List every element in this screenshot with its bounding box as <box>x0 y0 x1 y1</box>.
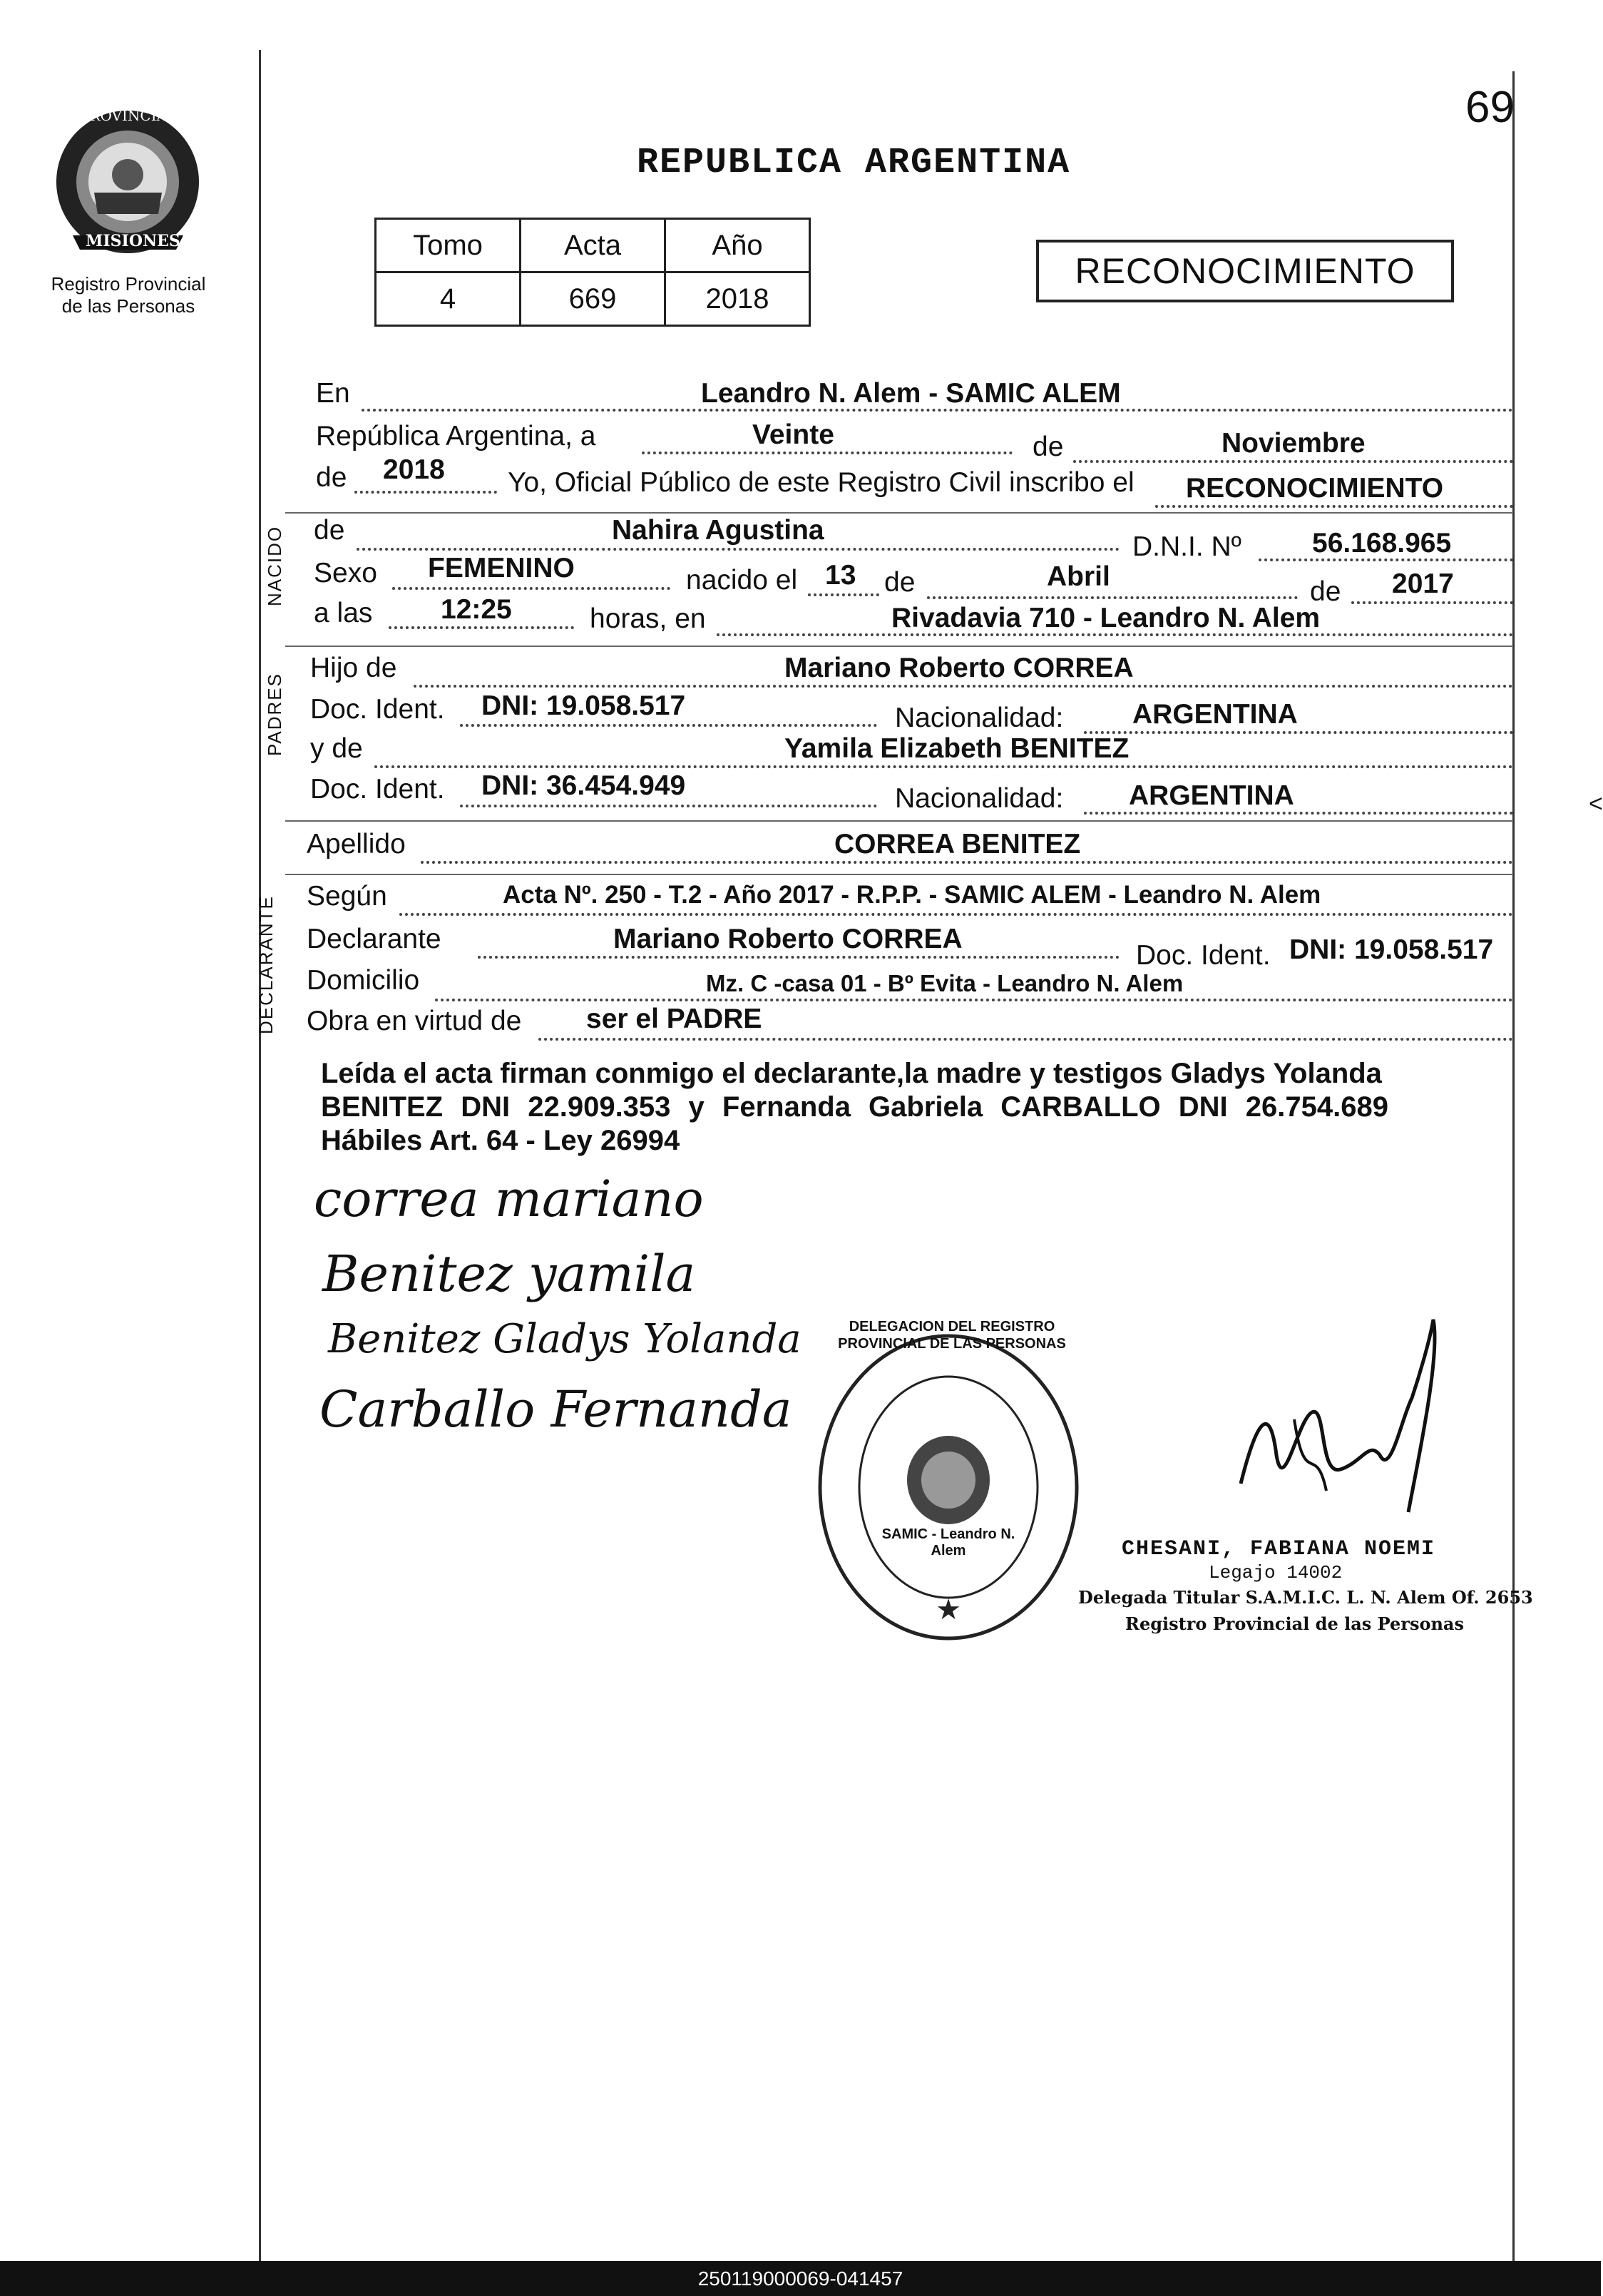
nac2-value: ARGENTINA <box>1129 780 1294 811</box>
dots-nac2 <box>1084 812 1513 815</box>
segun-value: Acta Nº. 250 - T.2 - Año 2017 - R.P.P. - SAMIC ALEM - Leandro N. Alem <box>503 881 1321 909</box>
dots-nacido-dia <box>808 593 879 596</box>
stamp-inner-text: SAMIC - Leandro N. Alem <box>881 1526 1015 1558</box>
signature-testigo-1: Benitez Gladys Yolanda <box>328 1316 802 1362</box>
domicilio-label: Domicilio <box>307 965 420 996</box>
section-rule-2 <box>285 646 1513 647</box>
en-value: Leandro N. Alem - SAMIC ALEM <box>701 378 1121 409</box>
apellido-label: Apellido <box>307 829 406 859</box>
signature-madre: Benitez yamila <box>322 1245 696 1303</box>
margin-mark: < <box>1589 790 1603 817</box>
official-legajo: Legajo 14002 <box>1209 1562 1343 1583</box>
dots-hora <box>389 626 574 629</box>
header-tomo: Tomo <box>376 219 521 272</box>
nacido-anio-value: 2017 <box>1392 568 1454 599</box>
nac1-label: Nacionalidad: <box>895 703 1064 733</box>
page-title: REPUBLICA ARGENTINA <box>637 143 1071 183</box>
dots-doc1 <box>460 724 877 727</box>
madre-value: Yamila Elizabeth BENITEZ <box>784 733 1130 764</box>
signature-declarante: correa mariano <box>314 1170 704 1228</box>
dia-value: Veinte <box>752 419 834 450</box>
document-footer-code: 250119000069-041457 <box>0 2261 1601 2296</box>
sexo-label: Sexo <box>314 558 377 588</box>
dni-value: 56.168.965 <box>1312 528 1452 558</box>
domicilio-value: Mz. C -casa 01 - Bº Evita - Leandro N. Alem <box>706 970 1184 996</box>
oficial-text: Yo, Oficial Público de este Registro Civil inscribo el <box>508 467 1135 498</box>
de-label: de <box>1033 432 1064 462</box>
official-signature-icon <box>1226 1312 1455 1526</box>
doc2-value: DNI: 36.454.949 <box>481 770 686 801</box>
doc1-value: DNI: 19.058.517 <box>481 690 686 721</box>
doc2-label: Doc. Ident. <box>310 774 445 805</box>
right-margin-line <box>1512 71 1515 2261</box>
decl-doc-label: Doc. Ident. <box>1136 940 1271 971</box>
hora-value: 12:25 <box>441 594 512 625</box>
obra-value: ser el PADRE <box>586 1004 762 1034</box>
section-rule-3 <box>285 820 1513 822</box>
nombre-value: Nahira Agustina <box>612 515 824 546</box>
nacido-de2-label: de <box>1310 576 1341 607</box>
record-table <box>374 218 811 327</box>
nacido-de-label: de <box>884 567 916 598</box>
official-name: CHESANI, FABIANA NOEMI <box>1122 1537 1436 1561</box>
dots-obra <box>538 1038 1513 1041</box>
signature-testigo-2: Carballo Fernanda <box>319 1380 792 1439</box>
header-acta: Acta <box>521 219 665 272</box>
obra-label: Obra en virtud de <box>307 1006 522 1036</box>
record-type-box: RECONOCIMIENTO <box>1036 240 1454 302</box>
inscripcion-value: RECONOCIMIENTO <box>1186 473 1444 504</box>
official-cargo: Delegada Titular S.A.M.I.C. L. N. Alem Of. 2653 <box>1078 1587 1533 1608</box>
side-label-padres: PADRES <box>264 673 285 756</box>
dots-dia <box>642 451 1013 454</box>
segun-label: Según <box>307 881 387 912</box>
nac2-label: Nacionalidad: <box>895 783 1064 814</box>
official-registro: Registro Provincial de las Personas <box>1125 1613 1464 1634</box>
sexo-value: FEMENINO <box>428 553 575 583</box>
value-anio: 2018 <box>665 272 810 326</box>
section-rule-4 <box>285 874 1513 875</box>
dots-nacido-anio <box>1351 601 1513 604</box>
dots-segun <box>399 913 1513 916</box>
dots-declarante <box>478 956 1120 959</box>
side-label-nacido: NACIDO <box>264 525 285 606</box>
dots-mes <box>1073 460 1513 463</box>
value-acta: 669 <box>521 272 665 326</box>
yde-label: y de <box>310 733 363 764</box>
horas-label: horas, en <box>590 603 706 634</box>
closing-line-3: Hábiles Art. 64 - Ley 26994 <box>321 1125 680 1156</box>
page-number: 69 <box>1465 83 1515 132</box>
dots-anio <box>354 491 497 494</box>
padre-value: Mariano Roberto CORREA <box>784 653 1134 683</box>
dots-apellido <box>421 861 1513 864</box>
closing-line-2: BENITEZ DNI 22.909.353 y Fernanda Gabriela CARBALLO DNI 26.754.689 <box>321 1091 1388 1123</box>
lugar-value: Rivadavia 710 - Leandro N. Alem <box>891 603 1321 633</box>
seal-top-text: PROVINCIA DE <box>80 107 194 124</box>
en-label: En <box>316 378 350 409</box>
dots-nac1 <box>1084 731 1513 734</box>
dots-inscripcion <box>1155 505 1513 508</box>
header-anio: Año <box>665 219 810 272</box>
seal-bottom-text: MISIONES <box>86 232 180 250</box>
left-margin-line <box>259 50 261 2261</box>
decl-doc-value: DNI: 19.058.517 <box>1289 934 1494 965</box>
dots-nacido-mes <box>927 596 1298 599</box>
stamp-ring-text: DELEGACION DEL REGISTRO PROVINCIAL DE LAS PERSONAS <box>838 1319 1066 1352</box>
dots-madre <box>374 765 1513 768</box>
dots-nombre <box>357 548 1120 551</box>
section-rule-1 <box>285 512 1513 514</box>
nac1-value: ARGENTINA <box>1132 699 1298 730</box>
svg-text:★: ★ <box>936 1593 961 1626</box>
mes-value: Noviembre <box>1222 428 1366 459</box>
value-tomo: 4 <box>376 272 521 326</box>
hijo-label: Hijo de <box>310 653 397 683</box>
republica-label: República Argentina, a <box>316 421 596 451</box>
closing-line-1: Leída el acta firman conmigo el declarante,la madre y testigos Gladys Yolanda <box>321 1058 1382 1089</box>
de2-label: de <box>316 462 347 493</box>
registro-caption-2: de las Personas <box>61 295 195 317</box>
nacido-label: nacido el <box>686 565 798 596</box>
registro-caption-1: Registro Provincial <box>51 273 206 295</box>
hora-label: a las <box>314 598 373 628</box>
declarante-label: Declarante <box>307 924 441 954</box>
nacido-dia-value: 13 <box>825 560 856 591</box>
doc1-label: Doc. Ident. <box>310 694 445 725</box>
side-label-declarante: DECLARANTE <box>255 895 277 1034</box>
apellido-value: CORREA BENITEZ <box>834 829 1081 859</box>
dots-doc2 <box>460 805 877 807</box>
dots-domicilio <box>435 999 1513 1001</box>
nombre-label: de <box>314 515 345 546</box>
anio-value: 2018 <box>383 454 445 485</box>
dots-padre <box>414 685 1513 688</box>
nacido-mes-value: Abril <box>1047 561 1110 592</box>
dots-sexo <box>392 587 670 590</box>
dni-label: D.N.I. Nº <box>1132 531 1241 562</box>
declarante-value: Mariano Roberto CORREA <box>613 924 963 954</box>
delegation-stamp-icon <box>816 1330 1080 1644</box>
